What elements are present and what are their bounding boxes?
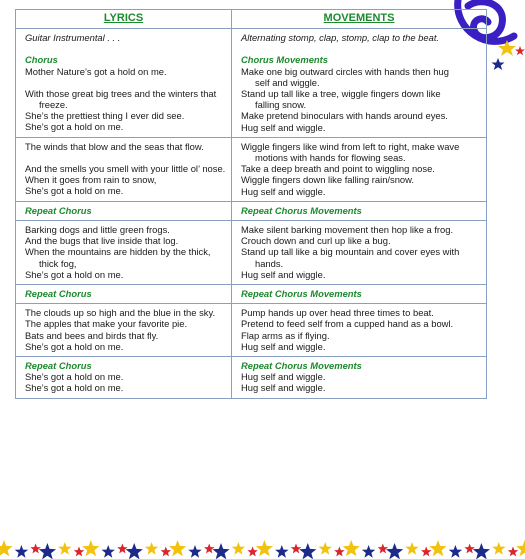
- table-row: [16, 304, 487, 357]
- star-icon: [405, 542, 418, 555]
- lyric-line: Mother Nature’s got a hold on me.: [25, 65, 167, 77]
- movements-cell: [232, 221, 487, 285]
- star-icon: [117, 544, 127, 554]
- movement-line: Make silent barking movement then hop like a frog.: [241, 224, 454, 236]
- movement-line: Stand up tall like a tree, wiggle fingers down like: [241, 88, 441, 100]
- star-icon: [145, 542, 158, 555]
- lyrics-cell: [16, 285, 232, 304]
- lyrics-cell: [16, 137, 232, 201]
- repeat-chorus-heading: Repeat Chorus: [25, 360, 92, 372]
- movement-line: falling snow.: [255, 99, 307, 111]
- movement-line: hands.: [255, 257, 284, 269]
- star-icon: [516, 540, 525, 556]
- lyric-line: Guitar Instrumental . . .: [25, 32, 121, 44]
- star-icon: [449, 545, 462, 558]
- star-icon: [508, 547, 518, 557]
- repeat-chorus-movements-heading: Repeat Chorus Movements: [241, 204, 362, 216]
- movements-header: MOVEMENTS: [232, 10, 487, 29]
- lyric-line: The apples that make your favorite pie.: [25, 318, 188, 330]
- star-icon: [492, 542, 505, 555]
- header-row: [16, 10, 487, 29]
- movement-line: Stand up tall like a big mountain and cover eyes with: [241, 246, 460, 258]
- movement-line: Hug self and wiggle.: [241, 340, 326, 352]
- movement-line: Make pretend binoculars with hands around eyes.: [241, 110, 448, 122]
- movement-line: Take a deep breath and point to wiggling nose.: [241, 163, 435, 175]
- table-row: [16, 221, 487, 285]
- repeat-chorus-heading: Repeat Chorus: [25, 288, 92, 300]
- star-icon: [126, 543, 143, 559]
- star-icon: [291, 544, 301, 554]
- star-icon: [319, 542, 332, 555]
- movement-line: Hug self and wiggle.: [241, 121, 326, 133]
- lyric-line: And the bugs that live inside that log.: [25, 235, 179, 247]
- lyric-line: thick fog,: [39, 257, 77, 269]
- lyrics-cell: [16, 29, 232, 138]
- lyrics-header: LYRICS: [16, 10, 232, 29]
- star-icon: [334, 547, 344, 557]
- lyric-line: She’s the prettiest thing I ever did see.: [25, 110, 185, 122]
- chorus-movements-heading: Chorus Movements: [241, 54, 328, 66]
- movement-line: Hug self and wiggle.: [241, 185, 326, 197]
- star-icon: [492, 58, 505, 70]
- lyrics-cell: [16, 304, 232, 357]
- table-row: [16, 29, 487, 138]
- star-icon: [58, 542, 71, 555]
- movements-cell: [232, 29, 487, 138]
- star-icon: [429, 540, 446, 556]
- movement-line: Pump hands up over head three times to beat.: [241, 307, 434, 319]
- star-icon: [299, 543, 316, 559]
- lyrics-movements-sheet: [15, 9, 487, 399]
- star-icon: [421, 547, 431, 557]
- table-row: [16, 137, 487, 201]
- movement-line: Crouch down and curl up like a bug.: [241, 235, 391, 247]
- lyrics-cell: [16, 221, 232, 285]
- lyric-line: And the smells you smell with your little ol’ nose.: [25, 163, 226, 175]
- star-icon: [161, 547, 171, 557]
- movement-line: self and wiggle.: [255, 76, 320, 88]
- star-icon: [256, 540, 273, 556]
- star-border: [0, 533, 525, 559]
- movement-line: Hug self and wiggle.: [241, 382, 326, 394]
- movement-line: Alternating stomp, clap, stomp, clap to the beat.: [241, 32, 440, 44]
- star-icon: [39, 543, 56, 559]
- lyric-line: When the mountains are hidden by the thick,: [25, 246, 211, 258]
- lyrics-cell: [16, 201, 232, 220]
- repeat-chorus-movements-heading: Repeat Chorus Movements: [241, 288, 362, 300]
- star-icon: [473, 543, 490, 559]
- movements-cell: [232, 304, 487, 357]
- movements-cell: [232, 357, 487, 399]
- lyric-line: With those great big trees and the winters that: [25, 87, 217, 99]
- star-icon: [515, 46, 525, 55]
- movement-line: Hug self and wiggle.: [241, 371, 326, 383]
- star-icon: [0, 540, 13, 556]
- star-icon: [82, 540, 99, 556]
- star-icon: [102, 545, 115, 558]
- lyric-line: She’s got a hold on me.: [25, 382, 124, 394]
- table-row: [16, 285, 487, 304]
- table-row: [16, 201, 487, 220]
- star-icon: [275, 545, 288, 558]
- repeat-chorus-movements-heading: Repeat Chorus Movements: [241, 360, 362, 372]
- movement-line: Hug self and wiggle.: [241, 268, 326, 280]
- lyric-line: She’s got a hold on me.: [25, 371, 124, 383]
- star-icon: [464, 544, 474, 554]
- lyric-line: She’s got a hold on me.: [25, 268, 124, 280]
- movement-line: motions with hands for flowing seas.: [255, 152, 406, 164]
- star-icon: [212, 543, 229, 559]
- movement-line: Make one big outward circles with hands then hug: [241, 65, 449, 77]
- star-icon: [204, 544, 214, 554]
- movement-line: Flap arms as if flying.: [241, 329, 330, 341]
- song-table: [15, 9, 487, 399]
- lyric-line: Bats and bees and birds that fly.: [25, 329, 159, 341]
- star-icon: [188, 545, 201, 558]
- table-row: [16, 357, 487, 399]
- lyric-line: She’s got a hold on me.: [25, 185, 124, 197]
- movement-line: Wiggle fingers like wind from left to right, make wave: [241, 140, 460, 152]
- movement-line: Pretend to feed self from a cupped hand as a bowl.: [241, 318, 454, 330]
- movements-cell: [232, 285, 487, 304]
- lyric-line: She’s got a hold on me.: [25, 121, 124, 133]
- chorus-heading: Chorus: [25, 54, 58, 66]
- movement-line: Wiggle fingers down like falling rain/snow.: [241, 174, 415, 186]
- star-icon: [362, 545, 375, 558]
- star-icon: [232, 542, 245, 555]
- star-icon: [30, 544, 40, 554]
- star-icon: [378, 544, 388, 554]
- lyric-line: The clouds up so high and the blue in the sky.: [25, 307, 216, 319]
- movements-cell: [232, 201, 487, 220]
- star-icon: [343, 540, 360, 556]
- lyrics-cell: [16, 357, 232, 399]
- star-icon: [386, 543, 403, 559]
- repeat-chorus-heading: Repeat Chorus: [25, 204, 92, 216]
- lyric-line: Barking dogs and little green frogs.: [25, 224, 170, 236]
- star-icon: [15, 545, 28, 558]
- lyric-line: When it goes from rain to snow,: [25, 174, 157, 186]
- star-icon: [169, 540, 186, 556]
- star-icon: [74, 547, 84, 557]
- lyric-line: freeze.: [39, 99, 68, 111]
- star-icon: [247, 547, 257, 557]
- lyric-line: The winds that blow and the seas that flow.: [25, 140, 204, 152]
- movements-cell: [232, 137, 487, 201]
- lyric-line: She’s got a hold on me.: [25, 340, 124, 352]
